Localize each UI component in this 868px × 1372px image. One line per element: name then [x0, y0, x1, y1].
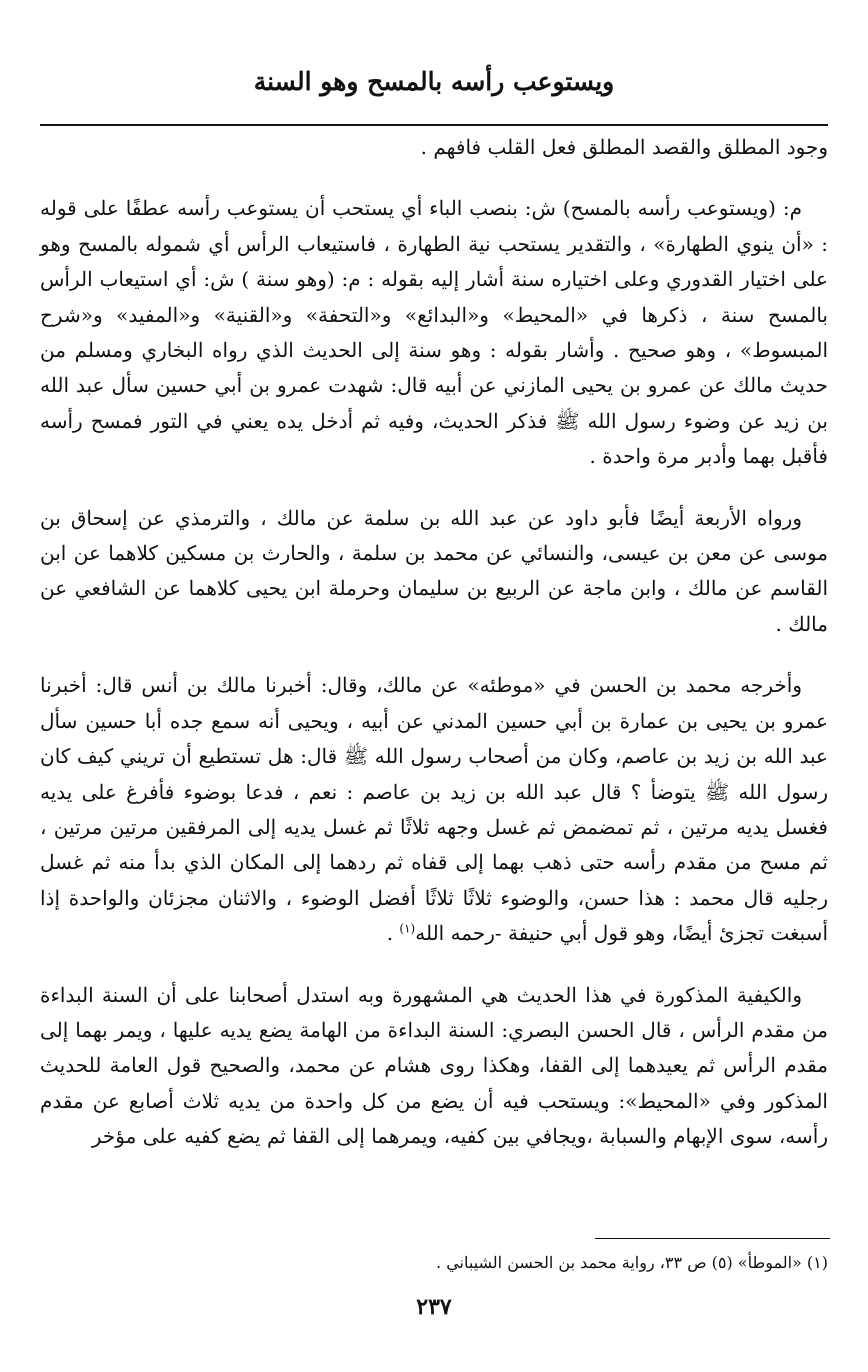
paragraph-4-text: وأخرجه محمد بن الحسن في «موطئه» عن مالك، وقال: أخبرنا مالك بن أنس قال: أخبرنا عمرو بن يحيى بن عمارة بن أبي حسين المدني عن أبيه ، ويحيى أنه سمع جده أبا حسين سأل عبد الله بن زيد بن عاصم، وكان من أصحاب رسول الله ﷺ قال: هل تستطيع أن تريني كيف كان رسول الله ﷺ يتوضأ ؟ قال عبد الله بن زيد بن عاصم : نعم ، فدعا بوضوء فأفرغ على يديه فغسل يديه مرتين ، ثم تمضمض ثم غسل وجهه ثلاثًا ثم غسل يديه إلى المرفقين مرتين مرتين ، ثم مسح من مقدم رأسه حتى ذهب بهما إلى قفاه ثم ردهما إلى المكان الذي بدأ منه ثم غسل رجليه قال محمد : هذا حسن، والوضوء ثلاثًا ثلاثًا أفضل الوضوء ، والاثنان مجزئان والواحدة إذا أسبغت تجزئ أيضًا، وهو قول أبي حنيفة -رحمه الله: [40, 673, 828, 946]
footnote-divider: [595, 1238, 830, 1239]
paragraph-1: وجود المطلق والقصد المطلق فعل القلب فافهم .: [420, 135, 828, 159]
paragraph-5: والكيفية المذكورة في هذا الحديث هي المشهورة وبه استدل أصحابنا على أن السنة البداءة من مقدم الرأس ، قال الحسن البصري: السنة البداءة من الهامة يضع يديه عليها ، ويمر بهما إلى مقدم الرأس ثم يعيدهما إلى القفا، وهكذا روى هشام عن محمد، والصحيح قول العامة للحديث المذكور وفي «المحيط»: ويستحب فيه أن يضع من كل واحدة من يديه ثلاث أصابع عن مقدم رأسه، سوى الإبهام والسبابة ،ويجافي بين كفيه، ويمرهما إلى القفا ثم يضع كفيه على مؤخر: [40, 982, 828, 1149]
paragraph-4: [40, 668, 828, 951]
page-number: ٢٣٧: [416, 1294, 452, 1320]
footnote-1: (١) «الموطأ» (٥) ص ٣٣، رواية محمد بن الحسن الشيباني .: [436, 1253, 828, 1272]
footnote-reference-1[interactable]: (١): [399, 921, 416, 936]
paragraph-4-end: .: [386, 921, 400, 946]
paragraph-2: م: (ويستوعب رأسه بالمسح) ش: بنصب الباء أي يستحب أن يستوعب رأسه عطفًا على قوله : «أن ينوي الطهارة» ، والتقدير يستحب نية الطهارة ، فاستيعاب الرأس أي شموله بالمسح وهو على اختيار القدوري وعلى اختياره سنة أشار إليه بقوله : م: (وهو سنة ) ش: أي استيعاب الرأس بالمسح سنة ، ذكرها في «المحيط» و«البدائع» و«التحفة» و«القنية» و«المفيد» و«شرح المبسوط» ، وهو صحيح . وأشار بقوله : وهو سنة إلى الحديث الذي رواه البخاري ومسلم من حديث مالك عن عمرو بن يحيى المازني عن أبيه قال: شهدت عمرو بن أبي حسين سأل عبد الله بن زيد عن وضوء رسول الله ﷺ فذكر الحديث، وفيه ثم أدخل يده يعني في التور فمسح رأسه فأقبل بهما وأدبر مرة واحدة .: [40, 196, 828, 469]
paragraph-3: ورواه الأربعة أيضًا فأبو داود عن عبد الله بن سلمة عن مالك ، والترمذي عن إسحاق بن موسى عن معن بن عيسى، والنسائي عن محمد بن سلمة ، والحارث بن مسكين كلاهما عن ابن القاسم عن مالك ، وابن ماجة عن الربيع بن سليمان وحرملة ابن يحيى كلاهما عن الشافعي عن مالك .: [40, 505, 828, 636]
header-divider: [40, 124, 828, 126]
main-text: [40, 130, 828, 1169]
running-header-title: ويستوعب رأسه بالمسح وهو السنة: [253, 67, 615, 96]
